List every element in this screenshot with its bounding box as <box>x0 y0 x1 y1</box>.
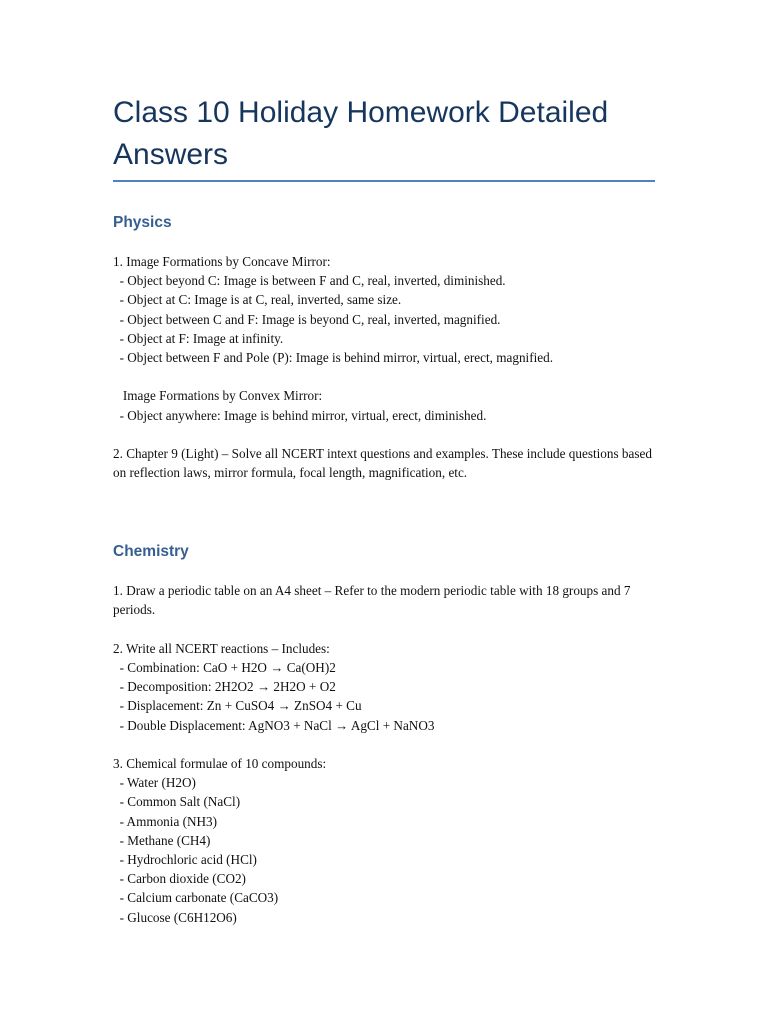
reaction-item: - Double Displacement: AgNO3 + NaCl → AgCl + NaNO3 <box>113 717 435 733</box>
chemistry-section <box>113 581 655 926</box>
reaction-item: - Combination: CaO + H2O → Ca(OH)2 <box>113 660 336 676</box>
formula-item: - Water (H2O) <box>113 775 196 791</box>
reaction-item: - Decomposition: 2H2O2 → 2H2O + O2 <box>113 679 336 695</box>
physics-section <box>113 252 655 482</box>
convex-intro: Image Formations by Convex Mirror: <box>113 388 323 404</box>
convex-item: - Object anywhere: Image is behind mirror, virtual, erect, diminished. <box>113 407 487 423</box>
formula-item: - Hydrochloric acid (HCl) <box>113 851 257 867</box>
concave-intro: 1. Image Formations by Concave Mirror: <box>113 254 331 269</box>
chapter9-paragraph: 2. Chapter 9 (Light) – Solve all NCERT intext questions and examples. These include questions based on reflection laws, mirror formula, focal length, magnification, etc. <box>113 445 652 481</box>
concave-item: - Object between F and Pole (P): Image is behind mirror, virtual, erect, magnified. <box>113 349 554 365</box>
document-page <box>113 92 655 927</box>
formula-item: - Glucose (C6H12O6) <box>113 909 237 925</box>
formula-item: - Ammonia (NH3) <box>113 813 218 829</box>
physics-heading: Physics <box>113 214 172 231</box>
concave-item: - Object at F: Image at infinity. <box>113 330 284 346</box>
concave-item: - Object beyond C: Image is between F and C, real, inverted, diminished. <box>113 273 506 289</box>
concave-item: - Object between C and F: Image is beyond C, real, inverted, magnified. <box>113 311 501 327</box>
title-underline <box>113 180 655 182</box>
formula-item: - Methane (CH4) <box>113 832 211 848</box>
formulae-intro: 3. Chemical formulae of 10 compounds: <box>113 756 327 771</box>
chemistry-heading: Chemistry <box>113 543 189 561</box>
reactions-intro: 2. Write all NCERT reactions – Includes: <box>113 640 330 656</box>
formula-item: - Carbon dioxide (CO2) <box>113 871 246 887</box>
document-title: Class 10 Holiday Homework Detailed Answers <box>113 96 609 171</box>
formula-item: - Common Salt (NaCl) <box>113 794 241 810</box>
reaction-item: - Displacement: Zn + CuSO4 → ZnSO4 + Cu <box>113 698 362 714</box>
periodic-table-paragraph: 1. Draw a periodic table on an A4 sheet – Refer to the modern periodic table with 18 groups and 7 periods. <box>113 583 631 618</box>
formula-item: - Calcium carbonate (CaCO3) <box>113 890 279 906</box>
concave-item: - Object at C: Image is at C, real, inverted, same size. <box>113 292 402 308</box>
